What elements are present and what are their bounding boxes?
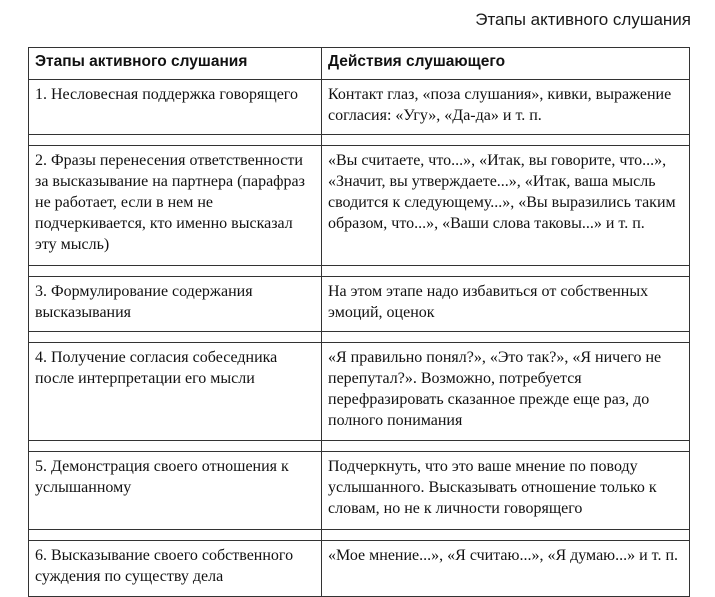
table-caption: Этапы активного слушания	[475, 10, 691, 29]
table-row	[29, 277, 690, 332]
stage-cell: 2. Фразы перенесения ответственности за высказывание на партнера (парафраз не работает, если в нем не подчеркивается, кто именно высказал эту мысль)	[29, 146, 322, 266]
row-separator	[29, 530, 690, 541]
active-listening-table	[28, 47, 690, 597]
action-cell: «Я правильно понял?», «Это так?», «Я ничего не перепутал?». Возможно, потребуется перефразировать сказанное прежде еще раз, до полного понимания	[322, 343, 690, 441]
table-row	[29, 146, 690, 266]
row-separator	[29, 441, 690, 452]
row-separator	[29, 266, 690, 277]
stage-cell: 1. Несловесная поддержка говорящего	[29, 80, 322, 135]
header-stages: Этапы активного слушания	[29, 48, 322, 80]
stage-cell: 4. Получение согласия собеседника после интерпретации его мысли	[29, 343, 322, 441]
row-separator	[29, 332, 690, 343]
table-row	[29, 452, 690, 530]
table-header-row	[29, 48, 690, 80]
stage-cell: 3. Формулирование содержания высказывания	[29, 277, 322, 332]
header-actions: Действия слушающего	[322, 48, 690, 80]
action-cell: На этом этапе надо избавиться от собственных эмоций, оценок	[322, 277, 690, 332]
table-row	[29, 80, 690, 135]
action-cell: Подчеркнуть, что это ваше мнение по поводу услышанного. Высказывать отношение только к словам, но не к личности говорящего	[322, 452, 690, 530]
action-cell: «Вы считаете, что...», «Итак, вы говорите, что...», «Значит, вы утверждаете...», «Итак, ваша мысль сводится к следующему...», «Вы выразились таким образом, что...», «Ваши слова таковы...» и т. п.	[322, 146, 690, 266]
stage-cell: 5. Демонстрация своего отношения к услышанному	[29, 452, 322, 530]
row-separator	[29, 135, 690, 146]
table-row	[29, 541, 690, 597]
stage-cell: 6. Высказывание своего собственного суждения по существу дела	[29, 541, 322, 597]
table-row	[29, 343, 690, 441]
action-cell: «Мое мнение...», «Я считаю...», «Я думаю...» и т. п.	[322, 541, 690, 597]
action-cell: Контакт глаз, «поза слушания», кивки, выражение согласия: «Угу», «Да-да» и т. п.	[322, 80, 690, 135]
